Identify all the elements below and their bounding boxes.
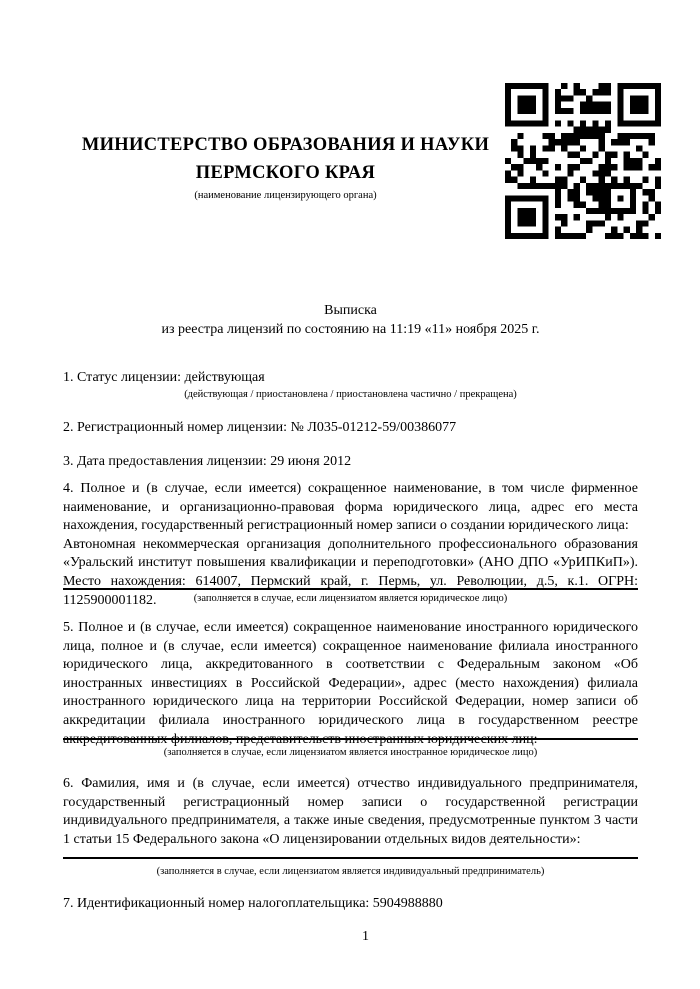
item-5-fill-line <box>63 738 638 740</box>
item-4-label: 4. Полное и (в случае, если имеется) сокращенное наименование, в том числе фирменное наименование, и организационно-правовая форма юридического лица, адрес его места нахождения, государственный регистрационный номер записи о создании юридического лица: <box>63 481 638 534</box>
item-1-license-status: 1. Статус лицензии: действующая <box>63 370 265 385</box>
ministry-name-line1: МИНИСТЕРСТВО ОБРАЗОВАНИЯ И НАУКИ <box>81 135 490 155</box>
extract-title <box>63 302 638 339</box>
qr-code <box>505 83 661 239</box>
extract-title-line2: из реестра лицензий по состоянию на 11:19 «11» ноября 2025 г. <box>161 321 540 337</box>
page-number: 1 <box>362 929 369 944</box>
item-5-caption: (заполняется в случае, если лицензиатом является иностранное юридическое лицо) <box>163 747 538 758</box>
item-6-caption: (заполняется в случае, если лицензиатом является индивидуальный предприниматель) <box>156 866 545 877</box>
item-6-fill-line <box>63 857 638 859</box>
item-4-legal-entity <box>63 480 638 610</box>
item-7-taxpayer-id: 7. Идентификационный номер налогоплательщика: 5904988880 <box>63 896 443 911</box>
item-2-registration-number: 2. Регистрационный номер лицензии: № Л035-01212-59/00386077 <box>63 420 457 435</box>
item-1-status-options-caption: (действующая / приостановлена / приостановлена частично / прекращена) <box>184 389 517 400</box>
qr-code-image <box>505 83 661 239</box>
item-4-value: Автономная некоммерческая организация дополнительного профессионального образования «Уральский институт повышения квалификации и переподготовки» (АНО ДПО «УрИПКиП»). Место нахождения: 614007, Пермский край, г. Пермь, ул. Революции, д.5, к.1. ОГРН: 1125900001182. <box>63 536 638 608</box>
extract-title-line1: Выписка <box>324 303 377 318</box>
item-3-grant-date: 3. Дата предоставления лицензии: 29 июня 2012 <box>63 454 352 469</box>
licensing-authority-caption: (наименование лицензирующего органа) <box>194 190 377 201</box>
ministry-name-line2: ПЕРМСКОГО КРАЯ <box>195 163 376 183</box>
item-4-caption: (заполняется в случае, если лицензиатом является юридическое лицо) <box>193 593 508 604</box>
ministry-header <box>63 131 508 202</box>
item-5-foreign-entity: 5. Полное и (в случае, если имеется) сокращенное наименование иностранного юридического лица, полное и (в случае, если имеется) сокращенное наименование филиала иностранного юридического лица, аккредитованного в соответствии с Федеральным законом «Об иностранных инвестициях в Российской Федерации», адрес (место нахождения) филиала иностранного юридического лица на территории Российской Федерации, номер записи об аккредитации филиала иностранного юридического лица в государственном реестре аккредитованных филиалов, представительств иностранных юридических лиц: <box>63 620 638 747</box>
item-6-individual-entrepreneur: 6. Фамилия, имя и (в случае, если имеется) отчество индивидуального предпринимателя, государственный регистрационный номер записи о государственной регистрации индивидуального предпринимателя, а также иные сведения, предусмотренные пунктом 3 части 1 статьи 15 Федерального закона «О лицензировании отдельных видов деятельности»: <box>63 776 638 847</box>
item-4-fill-line <box>63 588 638 590</box>
